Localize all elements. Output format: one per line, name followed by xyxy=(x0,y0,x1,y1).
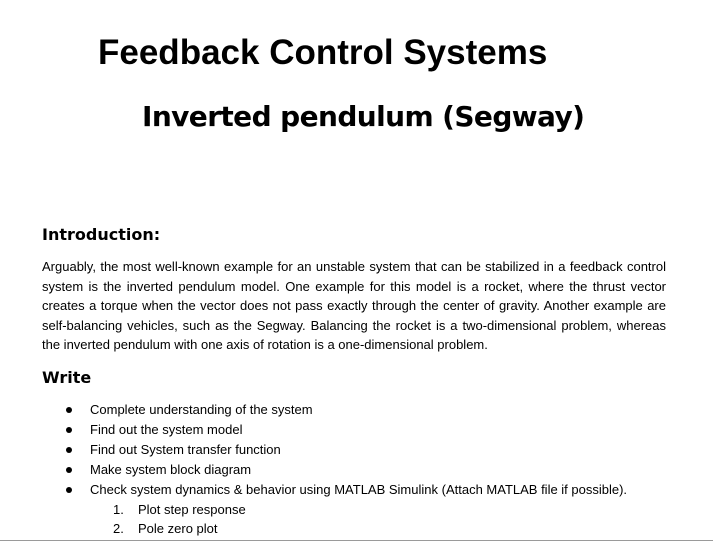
bullet-item xyxy=(0,400,627,420)
bullet-label: Check system dynamics & behavior using MATLAB Simulink (Attach MATLAB file if possible). xyxy=(90,482,628,497)
page-bottom-edge xyxy=(0,540,713,541)
bullet-label: Make system block diagram xyxy=(90,462,252,477)
bullet-item xyxy=(0,480,627,538)
bullet-label: Complete understanding of the system xyxy=(90,402,313,417)
introduction-paragraph: Arguably, the most well-known example for an unstable system that can be stabilized in a feedback control system is the inverted pendulum model. One example for this model is a rocket, where the thrust vector creates a torque when the vector does not pass exactly through the center of gravity. Another example are self-balancing vehicles, such as the Segway. Balancing the rocket is a two-dimensional problem, whereas the inverted pendulum with one axis of rotation is a one-dimensional problem. xyxy=(42,259,666,353)
introduction-heading: Introduction: xyxy=(42,225,161,244)
item-number: 1. xyxy=(113,502,124,517)
write-heading: Write xyxy=(42,368,92,387)
bullet-icon xyxy=(66,427,72,433)
bullet-icon xyxy=(66,447,72,453)
bullet-icon xyxy=(66,407,72,413)
item-label: Plot step response xyxy=(138,502,246,517)
bullet-label: Find out the system model xyxy=(90,422,243,437)
numbered-item xyxy=(90,500,627,519)
numbered-item xyxy=(90,519,627,538)
item-number: 2. xyxy=(113,521,124,536)
bullet-item xyxy=(0,460,627,480)
bullet-icon xyxy=(66,487,72,493)
item-label: Pole zero plot xyxy=(138,521,218,536)
bullet-item xyxy=(0,420,627,440)
write-bullet-list xyxy=(0,400,627,538)
bullet-label: Find out System transfer function xyxy=(90,442,281,457)
bullet-item xyxy=(0,440,627,460)
bullet-icon xyxy=(66,467,72,473)
document-title: Feedback Control Systems xyxy=(98,33,548,72)
document-subtitle: Inverted pendulum (Segway) xyxy=(142,100,585,133)
numbered-sublist xyxy=(90,500,627,538)
